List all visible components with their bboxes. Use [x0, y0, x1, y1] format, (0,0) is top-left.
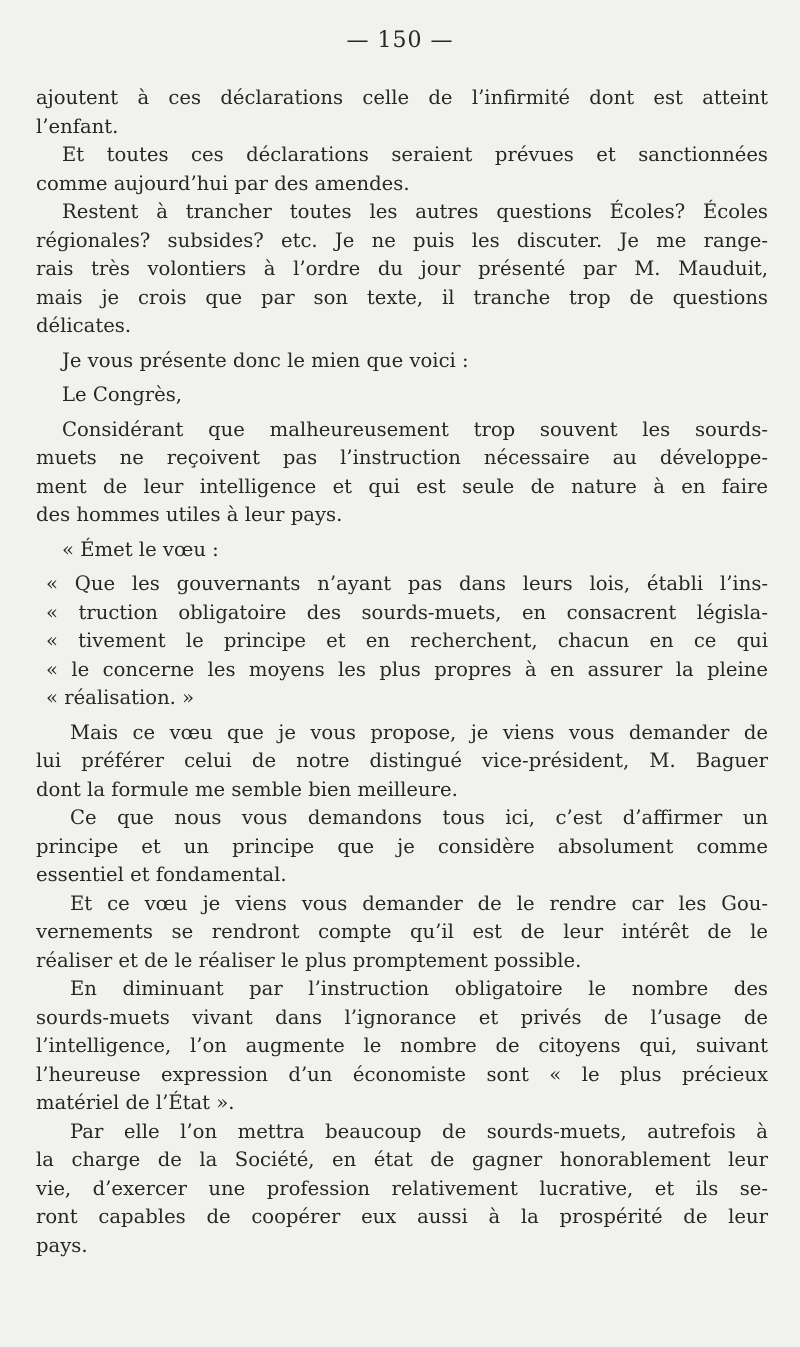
text-line: Le Congrès, [62, 383, 183, 406]
text-line: délicates. [36, 314, 132, 337]
paragraph [36, 198, 768, 341]
text-line: ment de leur intelligence et qui est seule de nature à en faire [36, 474, 768, 498]
text-line: « truction obligatoire des sourds-muets, en consacrent législa- [46, 600, 768, 624]
text-line: vernements se rendront compte qu’il est de leur intérêt de le [36, 920, 768, 943]
text-line: régionales? subsides? etc. Je ne puis les discuter. Je me range- [36, 228, 768, 252]
text-line: des hommes utiles à leur pays. [36, 503, 343, 526]
text-line: pays. [36, 1233, 88, 1257]
text-line: matériel de l’État ». [36, 1091, 235, 1114]
paragraph [36, 890, 768, 976]
text-line: Mais ce vœu que je vous propose, je viens vous demander de [70, 720, 768, 744]
text-line: muets ne reçoivent pas l’instruction nécessaire au développe- [36, 446, 768, 469]
text-line: mais je crois que par son texte, il tranche trop de questions [36, 285, 768, 309]
text-line: « tivement le principe et en recherchent, chacun en ce qui [46, 629, 768, 652]
paragraph [36, 141, 768, 198]
page-number: — 150 — [346, 28, 454, 53]
text-line: Et toutes ces déclarations seraient prévues et sanctionnées [62, 143, 768, 166]
text-line: ront capables de coopérer eux aussi à la prospérité de leur [36, 1205, 768, 1228]
paragraph [36, 570, 768, 713]
text-line: Restent à trancher toutes les autres questions Écoles? Écoles [62, 200, 768, 223]
paragraph [36, 975, 768, 1118]
text-line: principe et un principe que je considère absolument comme [36, 834, 768, 858]
paragraph [36, 719, 768, 805]
text-line: réaliser et de le réaliser le plus promptement possible. [36, 948, 582, 972]
paragraph [36, 536, 768, 565]
paragraph [36, 804, 768, 890]
text-line: Et ce vœu je viens vous demander de le rendre car les Gou- [70, 891, 768, 915]
text-line: l’enfant. [36, 114, 119, 138]
body-text [36, 84, 768, 1260]
text-line: Par elle l’on mettra beaucoup de sourds-muets, autrefois à [70, 1119, 768, 1143]
text-line: « Émet le vœu : [62, 537, 219, 561]
text-line: la charge de la Société, en état de gagner honorablement leur [36, 1148, 768, 1171]
text-line: ajoutent à ces déclarations celle de l’infirmité dont est atteint [36, 86, 768, 109]
text-line: « Que les gouvernants n’ayant pas dans leurs lois, établi l’ins- [46, 572, 768, 595]
text-line: rais très volontiers à l’ordre du jour présenté par M. Mauduit, [36, 257, 768, 280]
text-line: l’heureuse expression d’un économiste sont « le plus précieux [36, 1062, 768, 1086]
paragraph [36, 381, 768, 410]
text-line: l’intelligence, l’on augmente le nombre de citoyens qui, suivant [36, 1034, 768, 1057]
paragraph [36, 347, 768, 376]
text-line: sourds-muets vivant dans l’ignorance et privés de l’usage de [36, 1005, 768, 1029]
text-line: « réalisation. » [46, 686, 195, 709]
text-line: lui préférer celui de notre distingué vice-président, M. Baguer [36, 749, 768, 772]
text-line: En diminuant par l’instruction obligatoire le nombre des [70, 977, 768, 1000]
text-line: Ce que nous vous demandons tous ici, c’est d’affirmer un [70, 806, 768, 829]
text-line: Considérant que malheureusement trop souvent les sourds- [62, 417, 768, 441]
text-line: Je vous présente donc le mien que voici : [62, 348, 469, 372]
paragraph [36, 84, 768, 141]
text-line: comme aujourd’hui par des amendes. [36, 171, 410, 195]
text-line: « le concerne les moyens les plus propres à en assurer la pleine [46, 657, 768, 681]
text-line: dont la formule me semble bien meilleure. [36, 777, 458, 801]
paragraph [36, 416, 768, 530]
text-line: vie, d’exercer une profession relativement lucrative, et ils se- [36, 1176, 768, 1200]
text-line: essentiel et fondamental. [36, 863, 287, 886]
paragraph [36, 1118, 768, 1261]
